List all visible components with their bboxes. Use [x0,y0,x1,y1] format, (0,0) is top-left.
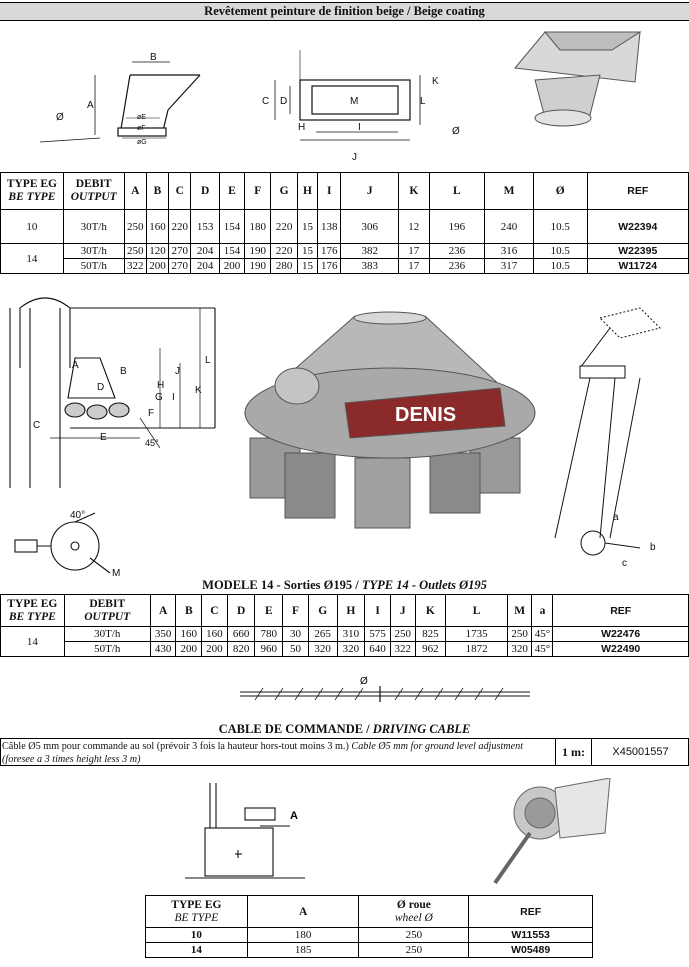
cable-system-drawing [555,308,660,555]
col-a: A [150,595,176,627]
cell: 1735 [446,627,508,642]
fig3-label-f: F [148,408,155,419]
cell: 15 [297,210,317,244]
cell: 15 [297,244,317,259]
table-row [1,259,689,274]
cell: 430 [150,642,176,657]
cell-ref: W22490 [553,642,689,657]
fig1-label-b: B [150,52,157,63]
header-bar: Revêtement peinture de finition beige / Beige coating [0,2,689,21]
bottom-drawings [0,778,689,893]
debit-header-fr: DEBIT [75,178,112,190]
cell: 17 [399,244,429,259]
table-row [1,627,689,642]
fig3-label-i: I [172,392,175,403]
fig4-label-angle: 40° [70,510,86,521]
table-row [146,928,593,943]
cell: 196 [429,210,485,244]
cell-ref: W22394 [587,210,688,244]
cell: 236 [429,244,485,259]
cell: 825 [415,627,446,642]
col-debit [64,595,150,627]
col-g: G [271,173,297,210]
cell: 383 [341,259,399,274]
cell-wheel: 250 [359,928,469,943]
cell: 220 [169,210,191,244]
col-ref: REF [553,595,689,627]
table-row [1,210,689,244]
cell: 15 [297,259,317,274]
debit-header-fr: DEBIT [89,597,126,610]
cell: 160 [146,210,168,244]
cell: 320 [308,642,337,657]
cell: 153 [191,210,219,244]
fig1-label-e: øE [137,114,146,121]
col-i: I [365,595,391,627]
fig3-label-b: B [120,366,127,377]
cell: 200 [219,259,244,274]
col-k: K [415,595,446,627]
wheel-header-en: wheel Ø [394,911,433,924]
fig3-label-e: E [100,432,107,443]
cable-desc-en: Cable Ø5 mm for ground level adjustment (foresee a 3 times height less 3 m) [2,741,524,765]
cell: 10.5 [533,244,587,259]
col-wheel [359,896,469,928]
cell: 200 [146,259,168,274]
fig2-label-c: C [262,96,270,107]
cell-type: 14 [1,244,64,274]
fig2-label-j: J [352,152,357,163]
cell: 270 [169,259,191,274]
type-header-fr: TYPE EG [6,178,57,190]
cell: 12 [399,210,429,244]
cell: 250 [124,210,146,244]
col-f: F [245,173,271,210]
cable-symbol-label: Ø [360,676,368,687]
col-c: C [169,173,191,210]
cable-desc-fr: Câble Ø5 mm pour commande au sol (prévoir 3 fois la hauteur hors-tout moins 3 m.) [2,741,352,752]
cell: 45° [532,627,553,642]
cell: 310 [337,627,365,642]
debit-header-en: OUTPUT [84,610,131,623]
col-type [1,595,65,627]
cell: 280 [271,259,297,274]
table-winch [145,895,593,958]
cell-ref: W05489 [469,943,593,958]
table-row [1,244,689,259]
col-a: A [247,896,359,928]
cell: 382 [341,244,399,259]
cell: 154 [219,244,244,259]
hopper-photo [515,32,640,126]
outlet-flange-drawing [15,513,110,573]
fig2-label-l: L [420,96,426,107]
cell: 640 [365,642,391,657]
cell-debit: 30T/h [64,627,150,642]
cell: 200 [202,642,228,657]
cell: 190 [245,259,271,274]
col-d: D [227,595,255,627]
col-b: B [176,595,202,627]
cell: 250 [507,627,532,642]
fig5-label-c: c [622,558,627,569]
type-header-fr: TYPE EG [171,898,222,911]
type-header-fr: TYPE EG [7,597,58,610]
fig2-label-m: M [350,96,359,107]
cable-title-fr: CABLE DE COMMANDE / [218,722,373,736]
type-header-en: BE TYPE [174,911,219,924]
cable-description [0,738,556,766]
col-k: K [399,173,429,210]
col-type [1,173,64,210]
cell-debit: 50T/h [64,642,150,657]
cable-ref: X45001557 [612,746,669,758]
cell: 1872 [446,642,508,657]
cell: 322 [390,642,415,657]
cell: 138 [318,210,341,244]
col-m: M [485,173,534,210]
brand-label: DENIS [395,404,457,426]
cell: 250 [124,244,146,259]
cell: 220 [271,210,297,244]
cell-ref: W22476 [553,627,689,642]
fig2-label-i: I [358,122,361,133]
fig6-label-a: A [290,810,298,822]
col-debit [63,173,124,210]
cell-a: 185 [247,943,359,958]
col-h: H [297,173,317,210]
cell: 240 [485,210,534,244]
cell: 160 [202,627,228,642]
cable-title [0,722,689,737]
fig1-label-a: A [87,100,94,111]
cell: 236 [429,259,485,274]
model14-title-en: TYPE 14 - Outlets Ø195 [361,578,487,592]
cell-debit: 30T/h [63,244,124,259]
col-g: G [308,595,337,627]
col-l: L [446,595,508,627]
cell: 154 [219,210,244,244]
cell: 265 [308,627,337,642]
cell: 190 [245,244,271,259]
hopper-side-view-drawing [40,62,200,142]
col-f: F [283,595,309,627]
distributor-installation-drawing [10,298,215,488]
table-beige-coating [0,172,689,274]
cell: 316 [485,244,534,259]
cable-symbol-drawing [230,672,540,704]
flange-top-view-drawing [275,50,420,140]
middle-drawings [0,288,689,580]
fig3-label-angle: 45° [145,438,159,448]
cell: 160 [176,627,202,642]
cell-ref: W22395 [587,244,688,259]
model14-title [0,578,689,593]
cell: 204 [191,244,219,259]
cell: 10.5 [533,210,587,244]
fig3-label-g: G [155,392,163,403]
cell: 820 [227,642,255,657]
winch-photo [495,778,610,883]
col-l: L [429,173,485,210]
col-e: E [219,173,244,210]
cell: 960 [255,642,283,657]
cell-type: 10 [146,928,248,943]
fig3-label-j: J [175,366,180,377]
cell: 180 [245,210,271,244]
fig5-label-b: b [650,542,656,553]
fig4-label-m: M [112,568,121,579]
fig3-label-k: K [195,385,202,396]
col-m: M [507,595,532,627]
cell: 780 [255,627,283,642]
cell: 350 [150,627,176,642]
cell: 962 [415,642,446,657]
fig1-label-f: øF [137,125,146,132]
col-j: J [341,173,399,210]
cell: 320 [507,642,532,657]
col-c: C [202,595,228,627]
fig3-label-h: H [157,380,165,391]
fig2-label-h: H [298,122,306,133]
cell: 320 [337,642,365,657]
cell-debit: 30T/h [63,210,124,244]
table-model14 [0,594,689,657]
cell: 317 [485,259,534,274]
col-ref: REF [469,896,593,928]
fig5-label-a: a [613,512,619,523]
cell-ref: W11553 [469,928,593,943]
table-row [1,642,689,657]
cell: 575 [365,627,391,642]
wheel-header-fr: Ø roue [396,898,431,911]
fig1-label-g: øG [137,139,147,146]
winch-mount-drawing [185,783,305,878]
fig3-label-c: C [33,420,41,431]
model14-title-fr: MODELE 14 - Sorties Ø195 / [202,578,362,592]
col-ref: REF [587,173,688,210]
cell: 176 [318,259,341,274]
type-header-en: BE TYPE [8,191,56,203]
top-drawings [0,20,689,170]
cell: 120 [146,244,168,259]
fig3-label-a: A [72,360,79,371]
debit-header-en: OUTPUT [70,191,117,203]
cell: 200 [176,642,202,657]
cell-ref: W11724 [587,259,688,274]
col-i: I [318,173,341,210]
cell: 270 [169,244,191,259]
fig2-label-k: K [432,76,439,87]
cell: 17 [399,259,429,274]
fig2-label-d: D [280,96,288,107]
fig2-label-phi: Ø [452,126,460,137]
col-phi: Ø [533,173,587,210]
cell: 306 [341,210,399,244]
cell-type: 14 [146,943,248,958]
cable-title-en: DRIVING CABLE [372,722,471,736]
cell: 50 [283,642,309,657]
cell-debit: 50T/h [63,259,124,274]
cell-type: 14 [1,627,65,657]
col-a: A [124,173,146,210]
cell: 250 [390,627,415,642]
cell: 660 [227,627,255,642]
col-d: D [191,173,219,210]
fig3-label-d: D [97,382,105,393]
col-h: H [337,595,365,627]
cell: 176 [318,244,341,259]
cell-type: 10 [1,210,64,244]
fig3-label-l: L [205,355,211,366]
table-row [146,943,593,958]
cell: 220 [271,244,297,259]
type-header-en: BE TYPE [8,610,56,623]
fig1-label-phi: Ø [56,112,64,123]
distributor-photo [245,312,535,528]
col-e: E [255,595,283,627]
cell: 204 [191,259,219,274]
col-b: B [146,173,168,210]
cell-wheel: 250 [359,943,469,958]
col-type [146,896,248,928]
col-angle: a [532,595,553,627]
cell: 322 [124,259,146,274]
col-j: J [390,595,415,627]
cell: 45° [532,642,553,657]
cell: 30 [283,627,309,642]
cable-unit: 1 m: [556,738,592,766]
cell-a: 180 [247,928,359,943]
cell: 10.5 [533,259,587,274]
